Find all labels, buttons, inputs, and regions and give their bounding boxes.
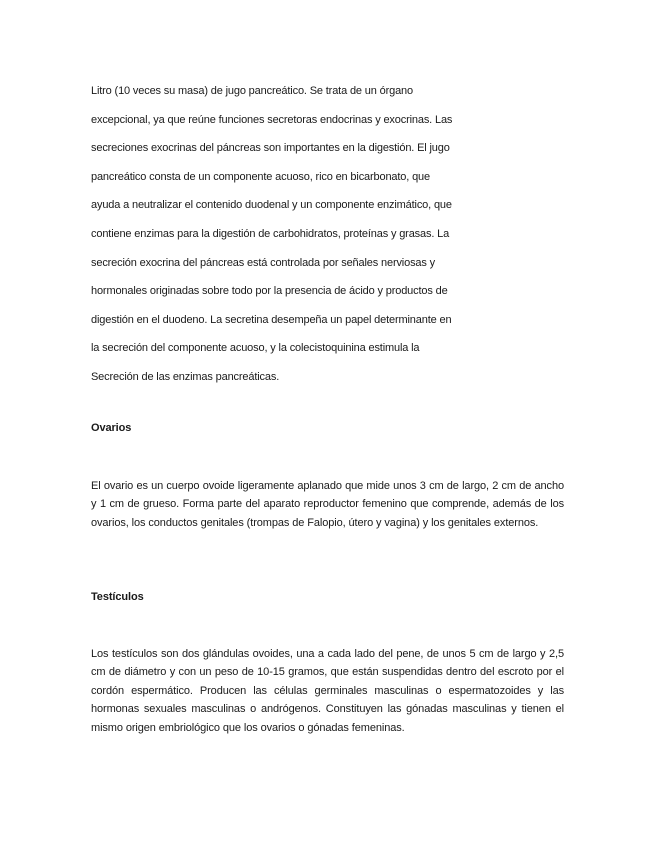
text-line: secreción exocrina del páncreas está controlada por señales nerviosas y: [91, 256, 435, 269]
text-line: la secreción del componente acuoso, y la colecistoquinina estimula la: [91, 342, 420, 355]
text-line: secreciones exocrinas del páncreas son importantes en la digestión. El jugo: [91, 142, 450, 155]
text-line: contiene enzimas para la digestión de carbohidratos, proteínas y grasas. La: [91, 227, 450, 240]
text-line: pancreático consta de un componente acuoso, rico en bicarbonato, que: [91, 170, 430, 183]
pancreas-paragraph: [91, 77, 521, 392]
text-line: hormonales originadas sobre todo por la presencia de ácido y productos de: [91, 285, 448, 298]
ovarios-paragraph: El ovario es un cuerpo ovoide ligeramente aplanado que mide unos 3 cm de largo, 2 cm de ancho y 1 cm de grueso. Forma parte del aparato reproductor femenino que comprende, además de los ovarios, los conductos genitales (trompas de Falopio, útero y vagina) y los genitales externos.: [91, 480, 564, 529]
section-heading-ovarios: Ovarios: [91, 422, 132, 434]
text-line: ayuda a neutralizar el contenido duodenal y un componente enzimático, que: [91, 199, 452, 212]
testiculos-paragraph: Los testículos son dos glándulas ovoides, una a cada lado del pene, de unos 5 cm de largo y 2,5 cm de diámetro y con un peso de 10-15 gramos, que están suspendidas dentro del escroto por el cordón espermático. Producen las células germinales masculinas o espermatozoides y las hormonas sexuales masculinas o andrógenos. Constituyen las gónadas masculinas y tienen el mismo origen embriológico que los ovarios o gónadas femeninas.: [91, 648, 564, 734]
section-heading-testiculos: Testículos: [91, 591, 144, 603]
text-line: Secreción de las enzimas pancreáticas.: [91, 370, 280, 383]
text-line: excepcional, ya que reúne funciones secretoras endocrinas y exocrinas. Las: [91, 113, 453, 126]
text-line: Litro (10 veces su masa) de jugo pancreático. Se trata de un órgano: [91, 85, 413, 97]
text-line: digestión en el duodeno. La secretina desempeña un papel determinante en: [91, 313, 452, 326]
